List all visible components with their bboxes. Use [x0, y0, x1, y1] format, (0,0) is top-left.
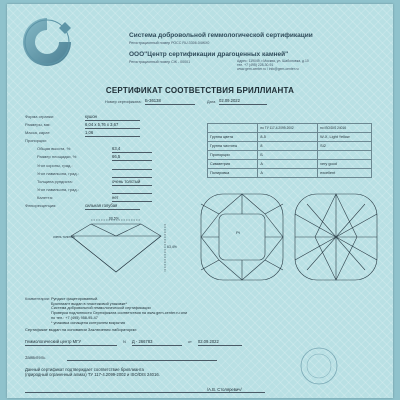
- table-cell: excellent: [318, 169, 372, 178]
- table-cell: SI2: [318, 142, 372, 151]
- field-row: [25, 146, 195, 154]
- certificate-title: СЕРТИФИКАТ СООТВЕТСТВИЯ БРИЛЛИАНТА: [105, 86, 295, 95]
- cert-number-label: Номер сертификата:: [105, 100, 142, 104]
- field-label: Размер площадки, %:: [37, 154, 78, 160]
- table-row: [208, 160, 372, 169]
- table-row: [208, 151, 372, 160]
- footer-line: (природный ограненный алмаз) ТУ 117-4.2099-2002 и ISO/DIS 24016.: [25, 372, 160, 377]
- org1-reg: Регистрационный номер РОСС RU.З306.04ЖХ0: [129, 41, 210, 45]
- lab-date-label: от: [187, 339, 192, 344]
- left-fields: [25, 114, 195, 211]
- field-label: Пропорции:: [25, 138, 47, 144]
- table-cell: [318, 151, 372, 160]
- field-row: [25, 122, 195, 130]
- field-value: 66,5: [112, 154, 152, 161]
- table-header-cell: по ISO/DIS 24016: [318, 124, 372, 133]
- field-label: Толщина рундиста:: [37, 178, 73, 184]
- signature-line: [25, 392, 265, 393]
- table-cell: very good: [318, 160, 372, 169]
- org2-name: ООО"Центр сертификации драгоценных камней": [129, 51, 289, 58]
- table-row: [208, 133, 372, 142]
- field-label: Форма огранки:: [25, 114, 55, 119]
- field-label: Флюоресценция:: [25, 203, 57, 209]
- lab-number-label: N: [123, 339, 126, 344]
- lab-number: Д - 266783: [132, 339, 182, 346]
- footer-text: [25, 367, 285, 377]
- cert-date: 02.09.2022: [219, 98, 267, 105]
- grading-table: [207, 123, 372, 178]
- applicant-label: Заявитель: [25, 355, 46, 360]
- field-row: [25, 195, 195, 203]
- cert-number: Б-36138: [145, 98, 195, 105]
- field-row: [25, 179, 195, 187]
- org2-addr-line: Адрес: 119049, г.Москва, ул. Шаболовка, д.10: [237, 59, 309, 63]
- lab-date: 02.09.2022: [198, 339, 242, 346]
- field-row: [25, 138, 195, 146]
- comment-line: Проверка подлинности Сертификата соответствия на www.gem-center.ru или: [51, 311, 188, 316]
- field-value: [112, 171, 152, 178]
- profile-table-label: 66,5%: [109, 216, 119, 221]
- gem-center-logo-icon: [19, 14, 75, 70]
- field-label: Масса, карат:: [25, 130, 51, 136]
- applicant-line: [67, 360, 217, 361]
- issue-basis-row: [25, 339, 351, 346]
- field-value: 63,4: [112, 146, 152, 153]
- field-row: [25, 130, 195, 138]
- field-row: [25, 203, 195, 211]
- table-cell: A: [258, 160, 318, 169]
- comment-line: Система добровольной геммологической сертификации: [51, 306, 151, 311]
- table-cell: Группа чистоты: [208, 142, 258, 151]
- field-value: очень толстый: [112, 179, 152, 186]
- table-cell: W-X, Light Yellow: [318, 133, 372, 142]
- certificate-page: [7, 4, 393, 398]
- comment-line: Рундист фацетированный.: [51, 297, 99, 301]
- table-cell: Группа цвета: [208, 133, 258, 142]
- cert-date-label: Дата: [207, 100, 216, 104]
- field-row: [25, 163, 195, 171]
- field-value: [112, 187, 152, 194]
- field-value: нет: [112, 195, 152, 202]
- org2-email-line: www.gem-center.ru / info@gem-center.ru: [237, 67, 299, 71]
- field-label: Угол короны, град.:: [37, 162, 73, 168]
- table-cell: 8: [258, 142, 318, 151]
- field-value: кушон: [85, 114, 140, 121]
- profile-depth-label: 63,4%: [167, 245, 177, 249]
- table-cell: Пропорции: [208, 151, 258, 160]
- org2-phone-line: тел. +7 (495) 228-30-91: [237, 63, 274, 67]
- lab-name: Геммологический центр МГУ: [25, 339, 117, 346]
- table-cell: A: [258, 169, 318, 178]
- comment-line: по тел.: +7 (495) 958-95-47: [51, 315, 98, 320]
- field-label: Размеры, мм:: [25, 122, 51, 128]
- field-label: Угол павильона, град.:: [37, 170, 79, 176]
- table-cell: Б: [258, 151, 318, 160]
- table-cell: Полировка: [208, 169, 258, 178]
- svg-text:Pt: Pt: [236, 230, 240, 235]
- cushion-cut-diagram: [195, 184, 385, 299]
- table-header-cell: [208, 124, 258, 133]
- field-row: [25, 154, 195, 162]
- org2-reg: Регистрационный номер СЖ - 00001: [129, 60, 191, 64]
- field-row: [25, 187, 195, 195]
- comments-block: [51, 297, 311, 325]
- org2-address: [237, 59, 309, 71]
- field-value: 6,04 x 5,76 x 3,67: [85, 122, 140, 129]
- field-value: [112, 163, 152, 170]
- comment-line: * упаковка оснащена контролем вскрытия: [51, 320, 126, 325]
- issue-basis-label: Сертификат выдан на основании Заключения лаборатории:: [25, 327, 137, 332]
- table-cell: 8-5: [258, 133, 318, 142]
- field-row: [25, 114, 195, 122]
- field-label: Общая высота, %:: [37, 146, 72, 152]
- table-cell: Симметрия: [208, 160, 258, 169]
- field-label: Калетта:: [37, 194, 53, 200]
- org1-name: Система добровольной геммологической сертификации: [129, 32, 313, 39]
- grading-table-header: [208, 124, 372, 133]
- footer-line: Данный сертификат подтверждает соответствие бриллианта: [25, 367, 144, 372]
- diamond-profile-diagram: [51, 216, 181, 276]
- comment-line: Бриллиант выдан в пластиковой упаковке*: [51, 301, 127, 306]
- field-row: [25, 171, 195, 179]
- table-row: [208, 142, 372, 151]
- signer-name: /А.В. Столяревич/: [207, 387, 242, 392]
- field-label: Угол павильона, град.:: [37, 186, 79, 192]
- table-header-cell: по ТУ 117-4.2099-2002: [258, 124, 318, 133]
- seal-stamp-icon: [299, 346, 339, 386]
- field-value: 1,06: [85, 130, 140, 137]
- field-value: сильная голубая: [85, 203, 140, 210]
- profile-girdle-label: очень толстый: [53, 235, 75, 239]
- comments-label: Комментарии:: [25, 297, 50, 301]
- table-row: [208, 169, 372, 178]
